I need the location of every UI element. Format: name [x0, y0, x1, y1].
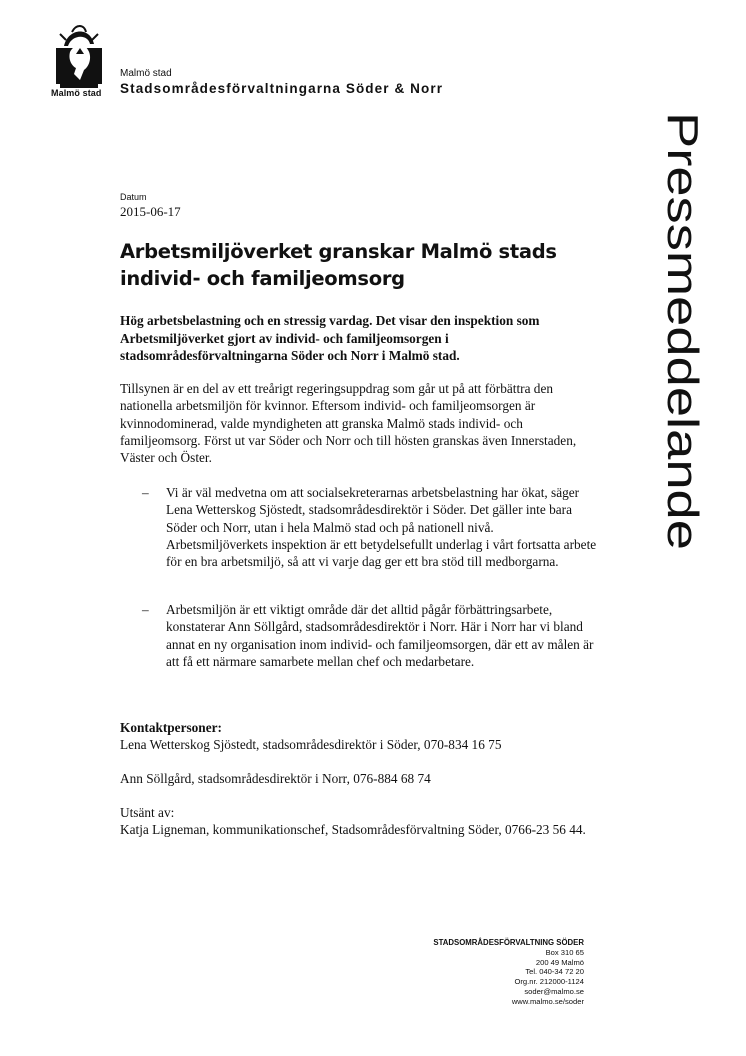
date-label: Datum	[120, 192, 147, 202]
footer-box: Box 310 65	[545, 947, 584, 957]
quote-item	[142, 601, 597, 670]
pressmeddelande-text: Pressmeddelande	[658, 112, 707, 467]
footer-postal: 200 49 Malmö	[535, 957, 584, 967]
headline	[120, 238, 600, 292]
footer-address	[433, 938, 584, 1007]
quote-text: Arbetsmiljön är ett viktigt område där det alltid pågår förbättringsarbete, konstaterar Ann Söllgård, stadsområdesdirektör i Norr. Här i Norr har vi bland annat en ny organisation inom individ- och familjeomsorgen, där ett av målen är att få ett närmare samarbete mellan chef och medarbetare.	[166, 602, 594, 669]
date-value: 2015-06-17	[120, 204, 181, 219]
org-name: Malmö stad	[120, 68, 172, 79]
footer-orgnr: Org.nr. 212000-1124	[514, 977, 584, 987]
body-paragraph: Tillsynen är en del av ett treårigt regeringsuppdrag som går ut på att förbättra den nationella arbetsmiljön för kvinnor. Eftersom individ- och familjeomsorgen är kvinnodominerad, valde myndigheten att granska Malmö stads individ- och familjeomsorg. Först ut var Söder och Norr och till hösten granskas även Innerstaden, Väster och Öster.	[120, 381, 577, 466]
department-name: Stadsområdesförvaltningarna Söder & Norr	[120, 81, 444, 96]
quote-item	[142, 484, 597, 570]
contact-person-2: Ann Söllgård, stadsområdesdirektör i Norr, 076-884 68 74	[120, 771, 431, 786]
dash-bullet: –	[142, 602, 149, 617]
contact-person-1: Lena Wetterskog Sjöstedt, stadsområdesdirektör i Söder, 070-834 16 75	[120, 737, 502, 752]
malmo-stad-logo	[50, 22, 108, 96]
logo-caption: Malmö stad	[51, 88, 102, 98]
footer-website[interactable]: www.malmo.se/soder	[511, 996, 584, 1006]
contacts-section	[120, 719, 590, 838]
contacts-heading: Kontaktpersoner:	[120, 720, 222, 735]
footer-org: STADSOMRÅDESFÖRVALTNING SÖDER	[433, 938, 584, 947]
lead-paragraph: Hög arbetsbelastning och en stressig vardag. Det visar den inspektion som Arbetsmiljöverket gjort av individ- och familjeomsorgen i stadsområdesförvaltningarna Söder och Norr i Malmö stad.	[120, 313, 540, 363]
document-type-label	[652, 112, 712, 552]
footer-email[interactable]: soder@malmo.se	[524, 986, 584, 996]
footer-phone: Tel. 040-34 72 20	[525, 967, 584, 977]
sent-by-label: Utsänt av:	[120, 805, 175, 820]
dash-bullet: –	[142, 485, 149, 500]
sender-info: Katja Ligneman, kommunikationschef, Stadsområdesförvaltning Söder, 0766-23 56 44.	[120, 822, 586, 837]
headline-line-2: individ- och familjeomsorg	[120, 267, 405, 290]
quote-text: Vi är väl medvetna om att socialsekreterarnas arbetsbelastning har ökat, säger Lena Wetterskog Sjöstedt, stadsområdesdirektör i Söder. Det gäller inte bara Söder och Norr, utan i hela Malmö stad och på nationell nivå. Arbetsmiljöverkets inspektion är ett betydelsefullt underlag i vårt fortsatta arbete för en bra arbetsmiljö, så att vi varje dag ger ett bra stöd till medborgarna.	[166, 485, 597, 570]
headline-line-1: Arbetsmiljöverket granskar Malmö stads	[120, 240, 557, 263]
